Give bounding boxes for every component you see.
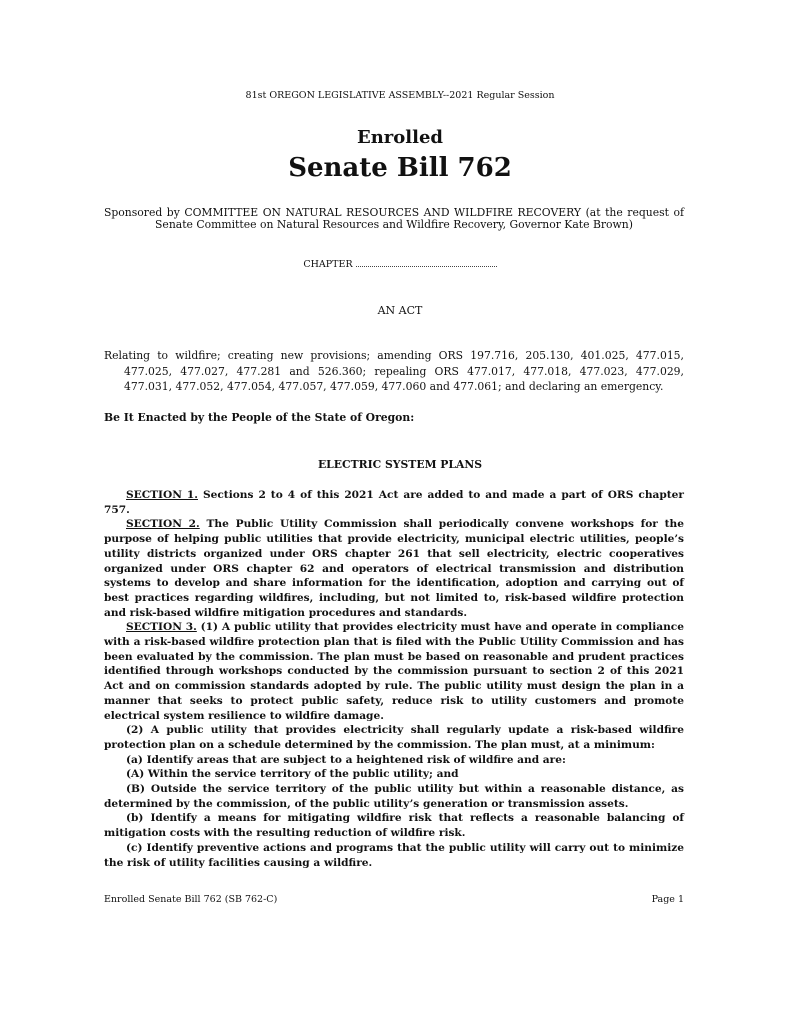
enacting-clause: Be It Enacted by the People of the State of Oregon: [104, 411, 415, 424]
section-2 [104, 517, 684, 620]
section-heading: ELECTRIC SYSTEM PLANS [317, 458, 483, 471]
chapter-label: CHAPTER [303, 259, 353, 270]
sponsor-statement: Sponsored by COMMITTEE ON NATURAL RESOURCES AND WILDFIRE RECOVERY (at the request of Senate Committee on Natural Resources and Wildfire Recovery, Governor Kate Brown) [104, 206, 684, 231]
footer-page-number: Page 1 [651, 894, 684, 905]
section-text: Sections 2 to 4 of this 2021 Act are added to and made a part of ORS chapter 757. [104, 489, 685, 516]
act-label: AN ACT [377, 304, 423, 317]
section-3 [104, 620, 684, 723]
section-label: SECTION 3. [126, 621, 197, 634]
section-text: The Public Utility Commission shall periodically convene workshops for the purpose of helping public utilities that provide electricity, municipal electric utilities, people’s utility districts organized under ORS chapter 261 that sell electricity, electric cooperatives organized under ORS chapter 62 and operators of electrical transmission and distribution systems to develop and share information for the identification, adoption and carrying out of best practices regarding wildfires, including, but not limited to, risk-based wildfire protection and risk-based wildfire mitigation procedures and standards. [104, 518, 684, 619]
bill-title: Senate Bill 762 [288, 153, 512, 183]
subparagraph-A: (A) Within the service territory of the public utility; and [126, 768, 459, 781]
section-label: SECTION 2. [126, 518, 200, 531]
relating-clause: Relating to wildfire; creating new provisions; amending ORS 197.716, 205.130, 401.025, 477.015, 477.025, 477.027, 477.281 and 526.360; repealing ORS 477.017, 477.018, 477.023, 477.029, 477.031, 477.052, 477.054, 477.057, 477.059, 477.060 and 477.061; and declaring an emergency. [104, 349, 684, 393]
session-header: 81st OREGON LEGISLATIVE ASSEMBLY--2021 Regular Session [245, 90, 555, 101]
section-1 [104, 488, 684, 517]
chapter-line [0, 258, 800, 270]
subparagraph-B: (B) Outside the service territory of the public utility but within a reasonable distance, as determined by the commission, of the public utility’s generation or transmission assets. [104, 783, 684, 810]
section-label: SECTION 1. [126, 489, 198, 501]
subsection-2: (2) A public utility that provides electricity shall regularly update a risk-based wildfire protection plan on a schedule determined by the commission. The plan must, at a minimum: [104, 724, 684, 751]
paragraph-a: (a) Identify areas that are subject to a heightened risk of wildfire and are: [126, 753, 566, 766]
bill-body [104, 488, 684, 870]
section-text: (1) A public utility that provides electricity must have and operate in compliance with a risk-based wildfire protection plan that is filed with the Public Utility Commission and has been evaluated by the commission. The plan must be based on reasonable and prudent practices identified through workshops conducted by the commission pursuant to section 2 of this 2021 Act and on commission standards adopted by rule. The public utility must design the plan in a manner that seeks to protect public safety, reduce risk to utility customers and promote electrical system resilience to wildfire damage. [104, 621, 684, 722]
paragraph-c: (c) Identify preventive actions and programs that the public utility will carry out to minimize the risk of utility facilities causing a wildfire. [104, 841, 684, 869]
chapter-blank [356, 258, 497, 267]
paragraph-b: (b) Identify a means for mitigating wildfire risk that reflects a reasonable balancing of mitigation costs with the resulting reduction of wildfire risk. [104, 812, 684, 840]
enrolled-label: Enrolled [356, 127, 443, 148]
footer-bill-reference: Enrolled Senate Bill 762 (SB 762-C) [104, 894, 278, 905]
